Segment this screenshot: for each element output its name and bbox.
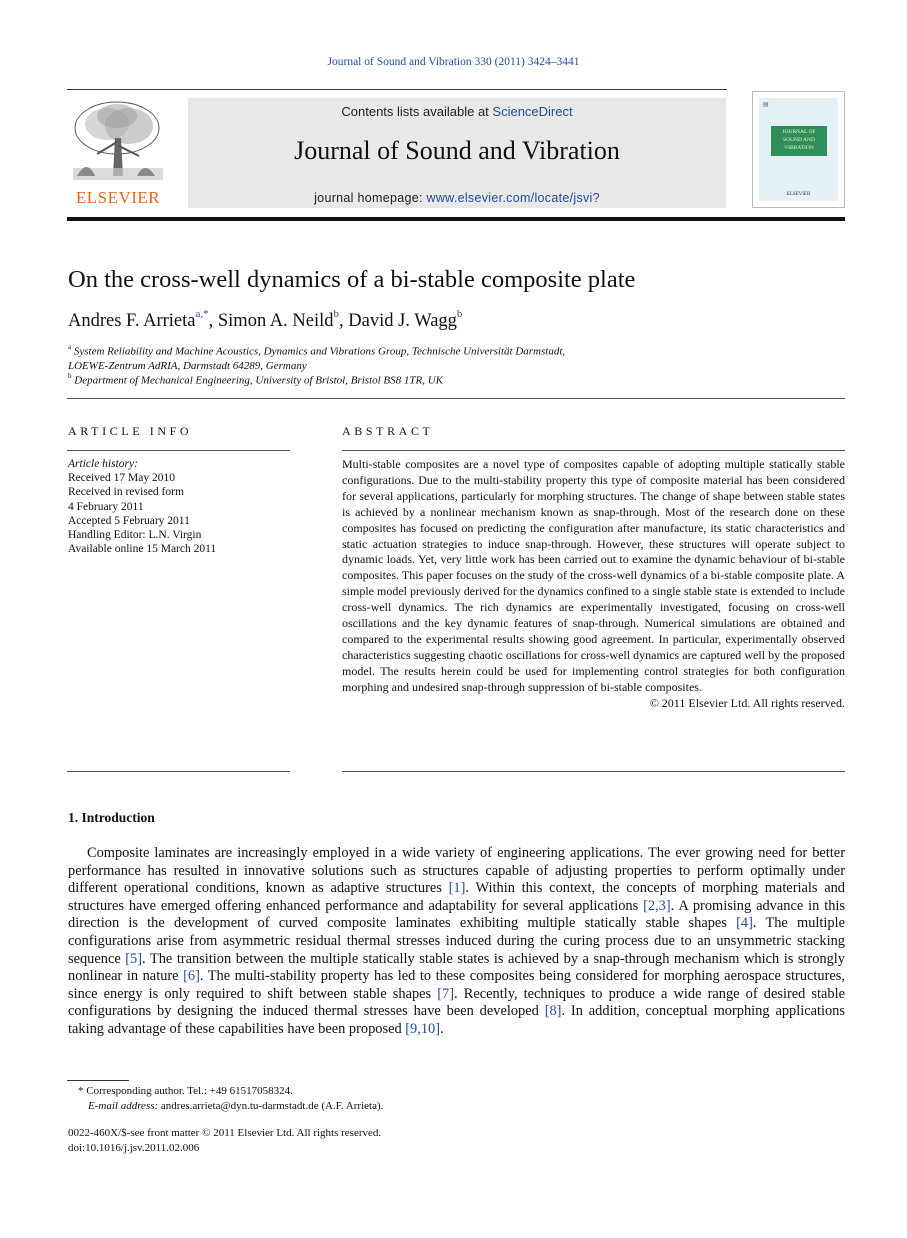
intro-text-segment: . xyxy=(440,1020,444,1037)
reference-link[interactable]: [8] xyxy=(544,1003,562,1020)
cover-title-line: VIBRATION xyxy=(784,145,814,151)
email-address[interactable]: andres.arrieta@dyn.tu-darmstadt.de (A.F. Arrieta). xyxy=(158,1100,384,1112)
section-heading-introduction: 1. Introduction xyxy=(68,810,155,825)
reference-link[interactable]: [4] xyxy=(736,915,753,932)
author-separator: , xyxy=(208,311,218,332)
reference-link[interactable]: [1] xyxy=(448,880,466,897)
journal-name: Journal of Sound and Vibration xyxy=(294,136,620,165)
elsevier-tree-icon xyxy=(67,98,169,186)
author-affiliation-mark[interactable]: b xyxy=(456,308,463,320)
intro-text-segment: . The multiple configurations arise from asymmetric residual thermal stresses induced during the curing process due to an unsymmetric stacking sequence xyxy=(68,915,845,967)
history-item: 4 February 2011 xyxy=(68,500,144,513)
doi-line[interactable]: doi:10.1016/j.jsv.2011.02.006 xyxy=(68,1142,200,1154)
intro-text-segment: Composite laminates are increasingly employed in a wide variety of engineering applications. The ever growing need for better performance has resulted in innovative solutions such as structures capable of adjusting properties to perform optimally under different operational conditions, known as adaptive structures xyxy=(68,845,845,897)
article-info-rule xyxy=(67,450,290,451)
reference-link[interactable]: [7] xyxy=(437,985,455,1002)
introduction-paragraph xyxy=(68,845,845,1039)
affiliation-mark: b xyxy=(68,372,72,380)
journal-cover-art xyxy=(759,98,838,201)
abstract-copyright: © 2011 Elsevier Ltd. All rights reserved. xyxy=(649,695,845,710)
homepage-link[interactable]: www.elsevier.com/locate/jsvi? xyxy=(426,191,600,205)
email-label: E-mail address: xyxy=(88,1100,159,1112)
elsevier-logo[interactable] xyxy=(67,98,169,210)
abstract-body xyxy=(342,457,845,712)
author-affiliation-mark[interactable]: a,* xyxy=(195,308,209,320)
corresponding-author-note: * Corresponding author. Tel.: +49 61517058324. xyxy=(78,1085,293,1097)
author-name[interactable]: Andres F. Arrieta xyxy=(68,311,196,332)
contents-prefix: Contents lists available at xyxy=(341,104,493,119)
intro-text-segment: . Recently, techniques to produce a wide range of desired stable configurations by designing the induced thermal stresses have been developed xyxy=(68,985,845,1020)
journal-homepage-line xyxy=(188,191,726,205)
intro-text-segment: . The transition between the multiple statically stable states is achieved by a snap-through mechanism which is strongly nonlinear in nature xyxy=(68,950,845,985)
history-item: Available online 15 March 2011 xyxy=(68,543,217,556)
affiliation-line: LOEWE-Zentrum AdRIA, Darmstadt 64289, Germany xyxy=(68,360,307,373)
author-affiliation-mark[interactable]: b xyxy=(333,308,340,320)
cover-publisher: ELSEVIER xyxy=(786,192,811,197)
article-title: On the cross-well dynamics of a bi-stable composite plate xyxy=(68,266,636,293)
footnote-rule xyxy=(67,1080,129,1081)
elsevier-wordmark: ELSEVIER xyxy=(75,188,161,207)
affiliation-mark: a xyxy=(68,343,72,351)
header-bottom-rule xyxy=(67,217,845,221)
cover-title-line: JOURNAL OF xyxy=(782,129,816,135)
affiliation-b xyxy=(68,370,443,388)
history-item: Received 17 May 2010 xyxy=(68,472,175,485)
article-info-bottom-rule xyxy=(67,771,290,772)
article-info-heading: ARTICLE INFO xyxy=(68,424,193,438)
author-list xyxy=(68,310,462,332)
abstract-paragraph: Multi-stable composites are a novel type of composites capable of adopting multiple statically stable configurations. Due to the multi-stability property this type of composite material has been considered for several applications, particularly for morphing structures. The change of shape between stable states is achieved by a nonlinear mechanism known as snap-through. Most of the research done on these composites has focused on predicting the configuration after manufacture, its static characteristics and static actuation strategies to induce snap-through. However, these structures will operate subject to dynamic loads. Yet, very little work has been carried out to examine the dynamic behaviour of bi-stable composites. This paper focuses on the study of the cross-well dynamics of a bi-stable composite plate. A simple model previously derived for the dynamics confined to a single stable state is extended to include cross-well dynamics. The rich dynamics are experimentally investigated, focusing on cross-well oscillations and the key dynamic features of snap-through. Numerical simulations are obtained and compared to the experimental results showing good agreement. In particular, experimentally observed characteristics suggesting chaotic oscillations for cross-well dynamics are captured well by the proposed model. The results herein could be used for implementing control strategies for both configuration morphing and undesired snap-through suppression of bi-stable composites. xyxy=(342,457,845,694)
affiliation-line: Department of Mechanical Engineering, University of Bristol, Bristol BS8 1TR, UK xyxy=(74,374,444,387)
reference-link[interactable]: [6] xyxy=(183,968,200,985)
intro-text-segment: . In addition, conceptual morphing applications taking advantage of these capabilities have been proposed xyxy=(68,1003,845,1037)
reference-link[interactable]: [5] xyxy=(125,950,143,967)
journal-cover-image[interactable] xyxy=(752,91,845,208)
email-note xyxy=(88,1099,383,1114)
reference-link[interactable]: [9,10] xyxy=(405,1020,441,1037)
abstract-bottom-rule xyxy=(342,771,845,772)
history-item: Received in revised form xyxy=(68,486,184,499)
cover-title-line: SOUND AND xyxy=(783,137,815,143)
history-item: Handling Editor: L.N. Virgin xyxy=(68,529,202,542)
article-history xyxy=(68,457,216,556)
sciencedirect-link[interactable]: ScienceDirect xyxy=(492,104,573,119)
article-history-label: Article history: xyxy=(68,458,138,470)
author-name[interactable]: Simon A. Neild xyxy=(217,311,334,332)
reference-link[interactable]: [2,3] xyxy=(643,897,671,914)
contents-line xyxy=(188,104,726,119)
front-matter-line: 0022-460X/$-see front matter © 2011 Elsevier Ltd. All rights reserved. xyxy=(68,1127,382,1139)
author-separator: , xyxy=(339,311,349,332)
affiliation-rule xyxy=(67,398,845,399)
journal-banner xyxy=(188,98,726,208)
journal-citation[interactable]: Journal of Sound and Vibration 330 (2011) 3424–3441 xyxy=(327,56,580,68)
intro-text-segment: . A promising advance in this direction is the development of curved composite laminates exhibiting multiple statically stable shapes xyxy=(68,897,845,932)
homepage-prefix: journal homepage: xyxy=(314,191,427,205)
abstract-rule xyxy=(342,450,845,451)
abstract-heading: ABSTRACT xyxy=(342,424,434,438)
intro-text-segment: . The multi-stability property has led to these composites being considered for morphing aerospace structures, since energy is only required to shift between stable shapes xyxy=(68,968,845,1002)
cover-title-text xyxy=(771,128,827,152)
intro-text-segment: . Within this context, the concepts of morphing materials and structures have emerged offering enhanced performance and adaptability for several applications xyxy=(68,880,845,914)
cover-badge-icon: ▤ xyxy=(763,102,769,108)
author-name[interactable]: David J. Wagg xyxy=(348,311,457,332)
affiliation-line: System Reliability and Machine Acoustics, Dynamics and Vibrations Group, Technische Universität Darmstadt, xyxy=(73,345,566,358)
header-top-rule xyxy=(67,89,727,90)
affiliation-a xyxy=(68,341,565,374)
history-item: Accepted 5 February 2011 xyxy=(68,514,190,527)
